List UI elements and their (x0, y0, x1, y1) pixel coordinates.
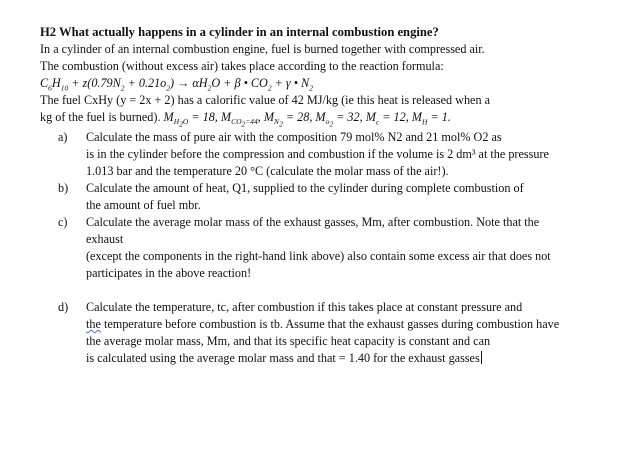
formula-sub: 10 (60, 83, 69, 93)
molar-sub: =44 (245, 117, 258, 127)
question-c-marker: c) (58, 215, 68, 229)
intro-line-1: In a cylinder of an internal combustion engine, fuel is burned together with compressed air. (40, 42, 485, 56)
question-b-line: Calculate the amount of heat, Q1, supplied to the cylinder during complete combustion of (86, 181, 524, 195)
molar-masses (40, 109, 600, 129)
molar-sub: H (173, 117, 180, 127)
question-c (40, 214, 600, 282)
molar-sub: O (182, 117, 189, 127)
molar-sub: o (325, 117, 330, 127)
formula-part: ) → αH (170, 76, 208, 90)
molar-sub: c (375, 117, 380, 127)
molar-symbol: M (263, 110, 275, 124)
problem-text (40, 24, 600, 367)
reaction-formula (40, 75, 600, 92)
formula-part: O + β • CO (211, 76, 268, 90)
molar-value: = 1. (427, 110, 451, 124)
formula-sub: 2 (166, 83, 171, 93)
formula-sub: 2 (267, 83, 272, 93)
question-a-line: is in the cylinder before the compression and combustion if the volume is 2 dm³ at the pressure (86, 147, 549, 161)
molar-sep: , (257, 110, 264, 124)
molar-symbol: M (220, 110, 232, 124)
question-d-line-2 (86, 316, 600, 333)
question-c-line: (except the components in the right-hand link above) also contain some excess air that does not (86, 249, 551, 263)
molar-sub: CO (231, 117, 242, 127)
question-d-line-rest: temperature before combustion is tb. Assume that the exhaust gasses during combustion have (100, 317, 560, 331)
question-d-last-text: is calculated using the average molar mass and that = 1.40 for the exhaust gasses (86, 351, 480, 365)
molar-symbol: M (163, 110, 174, 124)
spellcheck-word: the (86, 317, 101, 331)
molar-sub: 2 (329, 119, 334, 129)
question-a-line: Calculate the mass of pure air with the composition 79 mol% N2 and 21 mol% O2 as (86, 130, 502, 144)
formula-sub: 2 (120, 83, 125, 93)
question-c-line: participates in the above reaction! (86, 266, 252, 280)
formula-part: + γ • N (271, 76, 310, 90)
molar-prefix: kg of the fuel is burned). (40, 110, 164, 124)
formula-sub: 6 (48, 83, 52, 93)
molar-value: = 12, (379, 110, 412, 124)
molar-value: = 28, (282, 110, 316, 124)
formula-sub: 2 (207, 83, 212, 93)
formula-c: C (40, 76, 49, 90)
question-b-marker: b) (58, 181, 69, 195)
question-d-line: the average molar mass, Mm, and that its specific heat capacity is constant and can (86, 334, 491, 348)
question-a-marker: a) (58, 130, 68, 144)
question-a-line: 1.013 bar and the temperature 20 °C (calculate the molar mass of the air!). (86, 164, 449, 178)
molar-value: = 18, (188, 110, 221, 124)
question-b-line: the amount of fuel mbr. (86, 198, 201, 212)
molar-symbol: M (315, 110, 326, 124)
formula-part: + 0.21o (124, 76, 167, 90)
molar-symbol: M (411, 110, 422, 124)
molar-value: = 32, (333, 110, 366, 124)
formula-h: H (51, 76, 61, 90)
question-a (40, 129, 600, 180)
molar-sub: 2 (279, 119, 283, 129)
question-d-line-last[interactable] (86, 350, 600, 367)
fuel-description: The fuel CxHy (y = 2x + 2) has a calorific value of 42 MJ/kg (ie this heat is released when a (40, 93, 490, 107)
molar-symbol: M (365, 110, 376, 124)
question-d (40, 299, 600, 367)
question-c-line: exhaust (86, 232, 124, 246)
intro-line-2: The combustion (without excess air) takes place according to the reaction formula: (40, 59, 444, 73)
question-b (40, 180, 600, 214)
question-c-line: Calculate the average molar mass of the exhaust gasses, Mm, after combustion. Note that the (86, 215, 540, 229)
text-cursor (481, 351, 482, 364)
molar-sub: 2 (179, 119, 183, 129)
question-d-line: Calculate the temperature, tc, after combustion if this takes place at constant pressure and (86, 300, 523, 314)
problem-heading: H2 What actually happens in a cylinder in an internal combustion engine? (40, 25, 439, 39)
molar-sub: H (421, 117, 428, 127)
formula-sub: 2 (309, 83, 313, 93)
question-d-marker: d) (58, 300, 69, 314)
molar-sub: N (274, 117, 280, 127)
molar-sub: 2 (241, 119, 246, 129)
formula-part: + z(0.79N (68, 76, 121, 90)
